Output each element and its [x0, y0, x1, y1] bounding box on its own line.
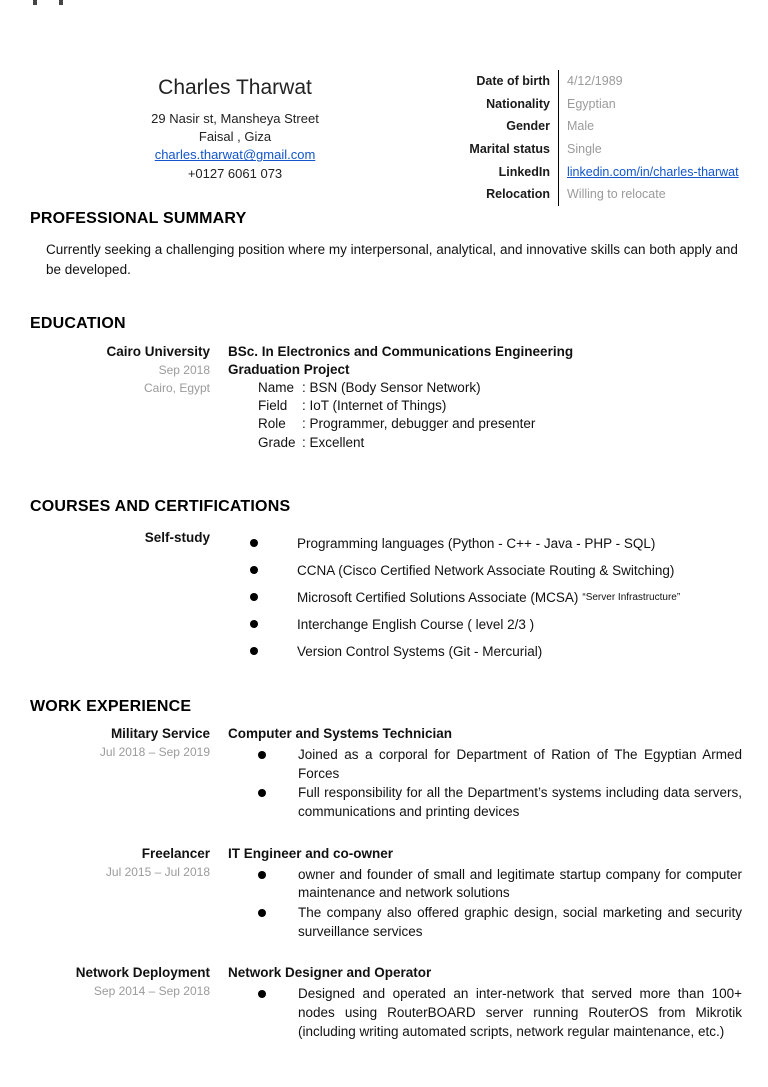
address-line-2: Faisal , Giza	[198, 129, 272, 145]
course-text: Interchange English Course ( level 2/3 )	[297, 616, 535, 632]
bullet-icon	[258, 789, 266, 797]
detail-value: Willing to relocate	[558, 183, 746, 206]
detail-row-gender	[406, 115, 746, 138]
project-detail	[228, 415, 742, 433]
job-bullet	[228, 866, 742, 903]
detail-label: Gender	[506, 119, 550, 134]
course-note: “Server Infrastructure”	[582, 591, 681, 603]
education-location: Cairo, Egypt	[143, 381, 210, 396]
detail-label: Date of birth	[476, 74, 550, 89]
bullet-icon	[250, 539, 258, 547]
detail-row-relocation	[406, 183, 746, 206]
project-detail	[228, 379, 742, 397]
section-title: PROFESSIONAL SUMMARY	[30, 210, 247, 227]
course-text: Version Control Systems (Git - Mercurial)	[297, 643, 543, 659]
detail-value: Male	[558, 115, 746, 138]
job-freelancer	[30, 845, 742, 943]
course-text: Microsoft Certified Solutions Associate (MCSA)	[297, 589, 579, 605]
detail-label: Nationality	[486, 96, 550, 111]
courses-label: Self-study	[144, 529, 210, 545]
job-military-service	[30, 725, 742, 823]
course-item	[228, 638, 742, 665]
resume-header	[0, 0, 768, 210]
bullet-icon	[250, 593, 258, 601]
job-employer: Network Deployment	[75, 965, 210, 981]
project-detail-label: Name	[258, 379, 295, 395]
job-dates: Jul 2015 – Jul 2018	[105, 864, 210, 879]
section-title: WORK EXPERIENCE	[30, 697, 192, 715]
section-title: EDUCATION	[30, 314, 126, 332]
detail-row-date-of-birth	[406, 70, 746, 93]
summary-text: Currently seeking a challenging position where my interpersonal, analytical, and innovative skills can both apply and be developed.	[46, 242, 738, 278]
project-detail-value: : IoT (Internet of Things)	[302, 398, 447, 414]
education-meta	[30, 343, 210, 452]
degree-title: BSc. In Electronics and Communications Engineering	[228, 343, 574, 359]
project-heading: Graduation Project	[228, 361, 350, 377]
project-detail-value: : Programmer, debugger and presenter	[302, 416, 536, 432]
section-courses	[0, 498, 768, 665]
detail-label: Marital status	[469, 142, 550, 157]
job-bullet-text: The company also offered graphic design, social marketing and security surveillance services	[298, 905, 742, 939]
course-text: CCNA (Cisco Certified Network Associate Routing & Switching)	[297, 562, 675, 578]
bullet-icon	[250, 647, 258, 655]
course-item	[228, 557, 742, 584]
bullet-icon	[258, 909, 266, 917]
job-role: IT Engineer and co-owner	[228, 845, 394, 861]
project-detail-label: Grade	[258, 434, 296, 450]
job-role: Computer and Systems Technician	[228, 725, 453, 741]
detail-label: Relocation	[486, 187, 550, 202]
detail-value	[558, 138, 746, 161]
bullet-icon	[258, 990, 266, 998]
detail-value-text: Single	[567, 142, 602, 157]
project-detail	[228, 434, 742, 452]
section-title: COURSES AND CERTIFICATIONS	[30, 497, 291, 515]
project-detail-value: : BSN (Body Sensor Network)	[302, 379, 481, 395]
linkedin-link[interactable]: linkedin.com/in/charles-tharwat	[567, 164, 739, 179]
job-network-deployment	[30, 964, 742, 1042]
job-dates: Sep 2014 – Sep 2018	[93, 984, 210, 999]
job-bullet	[228, 904, 742, 941]
section-education	[0, 315, 768, 452]
section-professional-summary	[0, 210, 768, 281]
education-date: Sep 2018	[158, 362, 210, 377]
personal-details-table	[406, 70, 746, 206]
bullet-icon	[258, 871, 266, 879]
detail-row-marital-status	[406, 138, 746, 161]
job-bullet-text: Full responsibility for all the Department’s systems including data servers, communications and printing devices	[298, 785, 742, 819]
course-item	[228, 611, 742, 638]
job-bullet	[228, 985, 742, 1041]
job-employer: Military Service	[110, 725, 210, 741]
bullet-icon	[250, 566, 258, 574]
section-work-experience	[0, 698, 768, 1043]
detail-value: Egyptian	[558, 93, 746, 116]
detail-value: 4/12/1989	[558, 70, 746, 93]
job-bullet-text: owner and founder of small and legitimate startup company for computer maintenance and network solutions	[298, 866, 742, 901]
identity-block	[104, 76, 366, 183]
email-link[interactable]: charles.tharwat@gmail.com	[154, 147, 316, 163]
person-name: Charles Tharwat	[158, 76, 312, 99]
project-detail-label: Role	[258, 416, 286, 432]
job-bullet-text: Designed and operated an inter-network that served more than 100+ nodes using RouterBOARD server running RouterOS from Mikrotik (including writing automated scripts, network regular maintenance, etc.)	[298, 986, 742, 1039]
bullet-icon	[250, 620, 258, 628]
project-detail	[228, 397, 742, 415]
detail-label: LinkedIn	[498, 164, 550, 179]
job-employer: Freelancer	[141, 845, 210, 861]
detail-row-nationality	[406, 93, 746, 116]
education-body	[228, 343, 742, 452]
courses-list	[228, 530, 742, 665]
course-item	[228, 584, 742, 611]
phone-number: +0127 6061 073	[187, 165, 283, 181]
job-dates: Jul 2018 – Sep 2019	[99, 745, 210, 760]
job-bullet	[228, 746, 742, 783]
detail-row-linkedin	[406, 160, 746, 183]
course-item	[228, 530, 742, 557]
project-detail-label: Field	[258, 398, 288, 414]
course-text: Programming languages (Python - C++ - Java - PHP - SQL)	[297, 535, 656, 551]
job-bullet	[228, 784, 742, 821]
bullet-icon	[258, 751, 266, 759]
institution-name: Cairo University	[106, 343, 210, 359]
address-line-1: 29 Nasir st, Mansheya Street	[151, 111, 319, 126]
job-bullet-text: Joined as a corporal for Department of Ration of The Egyptian Armed Forces	[298, 747, 742, 781]
project-detail-value: : Excellent	[302, 434, 365, 450]
job-role: Network Designer and Operator	[228, 965, 432, 981]
